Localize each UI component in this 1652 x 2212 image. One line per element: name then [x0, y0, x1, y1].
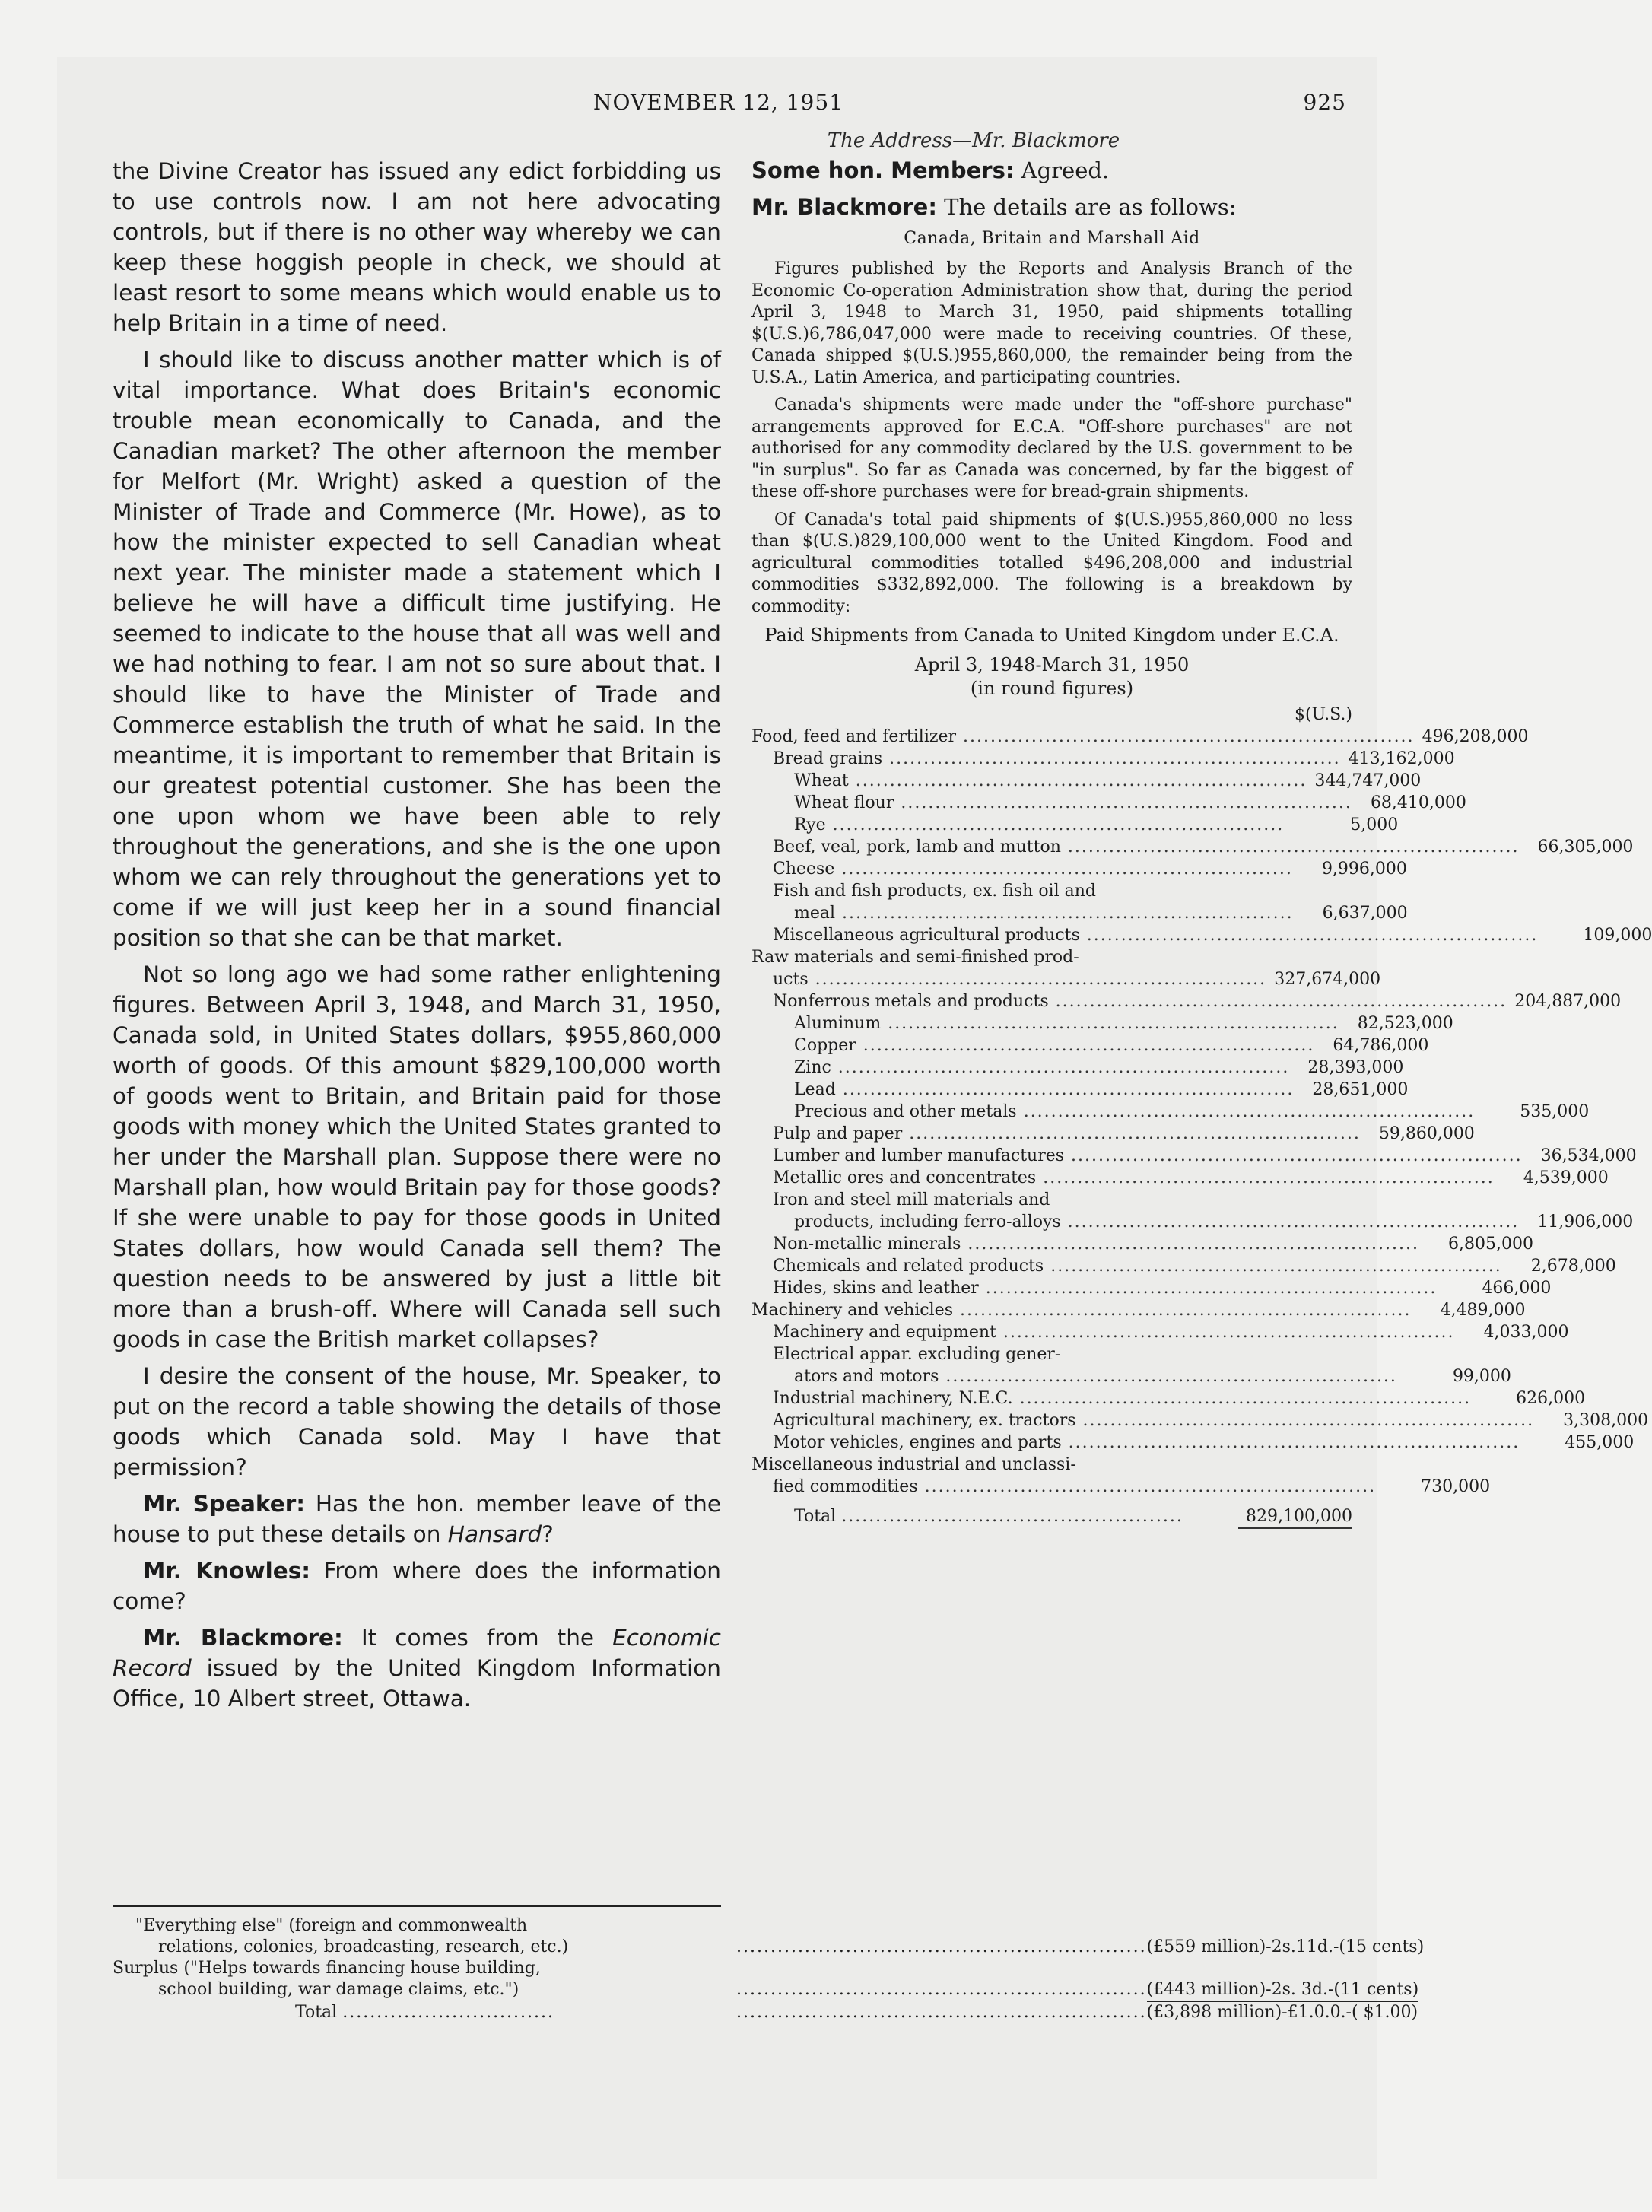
commodity-text: Miscellaneous agricultural products [773, 926, 1080, 945]
commodity-label [751, 1057, 1289, 1079]
commodity-label [751, 902, 1294, 924]
commodity-text: ucts [773, 970, 809, 989]
leader-dots: .................................................................. [1064, 1146, 1523, 1165]
quoted-paragraph: Of Canada's total paid shipments of $(U.S.)955,860,000 no less than $(U.S.)829,100,000 went to the United Kingdom. Food and agricultural commodities totalled $496,208,000 and industrial commodities $332,892,000. The following is a breakdown by commodity: [751, 510, 1352, 616]
table-row [751, 1387, 1586, 1410]
speech-text: It comes from the [342, 1625, 613, 1651]
commodity-text: Chemicals and related products [773, 1257, 1044, 1276]
paragraph: I desire the consent of the house, Mr. Speaker, to put on the record a table showing the details of those goods which Canada sold. May I have that permission? [113, 1363, 721, 1480]
commodity-text: Electrical appar. excluding gener- [773, 1345, 1061, 1364]
commodity-text: Aluminum [794, 1014, 882, 1033]
commodity-text: Wheat [794, 771, 849, 790]
leader-dots: .................................................. [841, 1507, 1183, 1526]
commodity-value: 59,860,000 [1378, 1124, 1475, 1143]
commodity-value: 109,000 [1583, 926, 1652, 945]
table-row [751, 726, 1529, 748]
table-row [751, 1057, 1404, 1079]
speech-text: Has the hon. member leave of the house to put these details on [113, 1491, 721, 1547]
commodity-text: Hides, skins and leather [773, 1279, 979, 1298]
commodity-text: Miscellaneous industrial and unclassi- [751, 1455, 1076, 1474]
commodity-label [751, 1145, 1523, 1167]
budget-row [113, 1937, 1425, 1958]
total-row [751, 1505, 1352, 1527]
commodity-value: 5,000 [1350, 815, 1399, 834]
table-row [751, 1123, 1475, 1145]
leader-dots: .................................................................. [834, 860, 1293, 879]
commodity-value: 4,539,000 [1523, 1168, 1609, 1187]
table-row [751, 1012, 1453, 1034]
table-row [751, 1476, 1491, 1498]
total-label [751, 1505, 1238, 1527]
budget-total-value: (£3,898 million)-£1.0.0.-( $1.00) [1146, 2003, 1418, 2022]
commodity-label [751, 1123, 1361, 1145]
leader-dots: .................................................................. [961, 1235, 1419, 1254]
table-row [751, 990, 1622, 1012]
leader-dots: .................................................................. [856, 1036, 1315, 1055]
budget-label: school building, war damage claims, etc.") [158, 1980, 519, 1999]
leader-dots: .................................................................. [1079, 926, 1539, 945]
leader-dots: ............................................................ [736, 1980, 1147, 1999]
commodity-value: 68,410,000 [1370, 793, 1466, 812]
commodity-text: Cheese [773, 860, 835, 879]
commodity-text: Lead [794, 1080, 836, 1099]
commodity-label [751, 1343, 1238, 1365]
commodity-value: 626,000 [1516, 1389, 1586, 1408]
commodity-label [751, 1321, 1455, 1343]
commodity-text: ators and motors [794, 1367, 939, 1386]
commodity-text: Industrial machinery, N.E.C. [773, 1389, 1013, 1408]
commodity-label [751, 1233, 1419, 1255]
commodity-text: Metallic ores and concentrates [773, 1168, 1037, 1187]
speech-emphasis: Economic Record [113, 1625, 721, 1681]
commodity-text: Raw materials and semi-finished prod- [751, 948, 1079, 967]
commodity-label [751, 946, 1238, 968]
leader-dots: .................................................................. [835, 1080, 1295, 1099]
table-row [751, 1167, 1609, 1189]
currency-header: $(U.S.) [1295, 705, 1352, 724]
commodity-value: 4,489,000 [1440, 1301, 1526, 1320]
table-row [751, 1432, 1635, 1454]
budget-table [113, 1915, 1425, 2023]
commodity-label [751, 770, 1307, 792]
table-row [751, 1410, 1649, 1432]
leader-dots: .................................................................. [808, 970, 1267, 989]
speech-text: ? [542, 1521, 554, 1547]
commodity-text: Zinc [794, 1058, 831, 1077]
speech-members [751, 156, 1352, 185]
leader-dots: .................................................................. [848, 771, 1307, 790]
commodity-text: Rye [794, 815, 826, 834]
commodity-label [751, 836, 1519, 858]
commodity-label [751, 1299, 1412, 1321]
table-row [751, 836, 1634, 858]
commodity-text: Beef, veal, pork, lamb and mutton [773, 837, 1061, 857]
budget-value: (£559 million)-2s.11d.-(15 cents) [1146, 1937, 1425, 1956]
budget-value: (£443 million)-2s. 3d.-(11 cents) [1147, 1979, 1419, 2002]
commodity-value: 730,000 [1421, 1477, 1491, 1496]
leader-dots: .................................................................. [1036, 1168, 1495, 1187]
quoted-paragraph: Canada's shipments were made under the "off-shore purchase" arrangements approved for E.C.A. "Off-shore purchases" are not authorised for any commodity declared by the U.S. government to be "in surplus". So far as Canada was concerned, by far the biggest of these off-shore purchases were for bread-grain shipments. [751, 396, 1352, 501]
leader-dots: .................................................................. [917, 1477, 1377, 1496]
table-period-text: April 3, 1948-March 31, 1950 [914, 654, 1190, 675]
commodity-label [751, 1387, 1471, 1410]
commodity-label [751, 1189, 1238, 1211]
total-value: 829,100,000 [1246, 1507, 1352, 1526]
commodity-value: 6,805,000 [1447, 1235, 1533, 1254]
table-row [751, 924, 1652, 946]
commodity-label [751, 990, 1507, 1012]
speech-emphasis: Hansard [447, 1521, 542, 1547]
header-date: NOVEMBER 12, 1951 [593, 90, 843, 115]
table-note: (in round figures) [970, 678, 1134, 699]
leader-dots: .................................................................. [1060, 837, 1520, 857]
table-period [751, 653, 1352, 701]
budget-row [113, 2002, 1418, 2023]
commodity-value: 64,786,000 [1333, 1036, 1429, 1055]
table-row [751, 1034, 1429, 1057]
paragraph: Not so long ago we had some rather enlightening figures. Between April 3, 1948, and March 31, 1950, Canada sold, in United States dollars, $955,860,000 worth of goods. Of this amount $829,100,000 worth of goods went to Britain, and Britain paid for those goods with money which the United States granted to her under the Marshall plan. Suppose there were no Marshall plan, how would Britain pay for those goods? If she were unable to pay for those goods in United States dollars, how would Canada sell them? The question needs to be answered by just a little bit more than a brush-off. Where will Canada sell such goods in case the British market collapses? [113, 961, 721, 1352]
table-row [751, 1343, 1352, 1365]
page-number: 925 [1303, 90, 1346, 115]
leader-dots: ............................................................ [736, 2003, 1147, 2022]
commodity-label [751, 748, 1341, 770]
table-row [751, 1299, 1526, 1321]
commodity-value: 82,523,000 [1357, 1014, 1453, 1033]
total-rule [1238, 1527, 1352, 1529]
commodity-label [751, 1012, 1339, 1034]
leader-dots: .................................................................. [882, 749, 1341, 768]
budget-total-label [113, 2002, 736, 2023]
table-row [751, 1145, 1637, 1167]
leader-dots: .................................................................. [996, 1323, 1455, 1342]
section-title: Canada, Britain and Marshall Aid [904, 229, 1200, 248]
commodity-value: 6,637,000 [1322, 904, 1408, 923]
commodity-value: 496,208,000 [1422, 727, 1529, 746]
commodity-text: Fish and fish products, ex. fish oil and [773, 882, 1096, 901]
commodity-label [751, 1211, 1519, 1233]
speaker-name: Mr. Blackmore: [143, 1625, 343, 1651]
commodity-value: 28,393,000 [1307, 1058, 1404, 1077]
total-block [751, 1505, 1352, 1529]
speech-speaker [113, 1489, 721, 1549]
table-row [751, 1454, 1352, 1476]
table-row [751, 814, 1399, 836]
table-row [751, 770, 1422, 792]
commodity-value: 3,308,000 [1563, 1411, 1649, 1430]
table-row [751, 1365, 1511, 1387]
commodity-value: 11,906,000 [1537, 1212, 1634, 1232]
commodity-text: Pulp and paper [773, 1124, 903, 1143]
commodity-text: fied commodities [773, 1477, 918, 1496]
commodity-label [751, 880, 1238, 902]
leader-dots: .................................................................. [952, 1301, 1412, 1320]
commodity-label [751, 968, 1266, 990]
speech-text: The details are as follows: [936, 194, 1237, 220]
budget-label: Surplus ("Helps towards financing house building, [113, 1959, 541, 1978]
section-divider [113, 1905, 721, 1907]
leader-dots: .................................................................. [1060, 1212, 1520, 1232]
table-row [751, 748, 1455, 770]
commodity-value: 455,000 [1565, 1433, 1635, 1452]
commodity-text: Agricultural machinery, ex. tractors [773, 1411, 1076, 1430]
commodity-value: 9,996,000 [1321, 860, 1407, 879]
commodity-value: 413,162,000 [1348, 749, 1455, 768]
leader-dots: .................................................................. [835, 904, 1294, 923]
leader-dots: .................................................................. [956, 727, 1415, 746]
commodity-label [751, 1034, 1314, 1057]
table-row [751, 858, 1407, 880]
budget-label: relations, colonies, broadcasting, research, etc.) [158, 1937, 569, 1956]
commodity-value: 66,305,000 [1537, 837, 1634, 857]
leader-dots: .................................................................. [939, 1367, 1397, 1386]
speech-text: issued by the United Kingdom Information Office, 10 Albert street, Ottawa. [113, 1655, 721, 1711]
table-row [751, 1211, 1634, 1233]
commodity-label [751, 1454, 1238, 1476]
commodity-value: 344,747,000 [1314, 771, 1422, 790]
commodity-text: Food, feed and fertilizer [751, 727, 956, 746]
commodity-value: 36,534,000 [1540, 1146, 1637, 1165]
commodity-text: meal [794, 904, 836, 923]
commodity-label [751, 1476, 1376, 1498]
table-row [751, 946, 1352, 968]
commodity-text: Lumber and lumber manufactures [773, 1146, 1065, 1165]
commodity-label [751, 1255, 1502, 1277]
speech-blackmore [113, 1622, 721, 1714]
commodity-value: 204,887,000 [1514, 992, 1622, 1011]
leader-dots: .................................................................. [881, 1014, 1339, 1033]
table-row [751, 1255, 1616, 1277]
leader-dots: .................................................................. [894, 793, 1352, 812]
table-row [751, 1189, 1352, 1211]
leader-dots: .................................................................. [1061, 1433, 1520, 1452]
commodity-value: 4,033,000 [1483, 1323, 1569, 1342]
commodity-label [751, 1167, 1495, 1189]
speech-text: Agreed. [1014, 157, 1110, 183]
commodity-text: Machinery and equipment [773, 1323, 996, 1342]
left-column [113, 156, 721, 1720]
commodity-label [751, 1365, 1397, 1387]
leader-dots: .................................................................. [1044, 1257, 1502, 1276]
budget-row [113, 1979, 1419, 2002]
commodity-value: 2,678,000 [1530, 1257, 1616, 1276]
commodity-text: Bread grains [773, 749, 883, 768]
table-row [751, 902, 1408, 924]
table-row [751, 1101, 1590, 1123]
table-row [751, 1277, 1552, 1299]
speech-text: From where does the information come? [113, 1558, 722, 1614]
table-row [751, 880, 1352, 902]
right-column [751, 156, 1652, 1529]
leader-dots: .................................................................. [978, 1279, 1438, 1298]
leader-dots: .................................................................. [825, 815, 1285, 834]
quoted-paragraph: Figures published by the Reports and Analysis Branch of the Economic Co-operation Administration show that, during the period April 3, 1948 to March 31, 1950, paid shipments totalling $(U.S.)6,786,047,000 were made to receiving countries. Of these, Canada shipped $(U.S.)955,860,000, the remainder being from the U.S.A., Latin America, and participating countries. [751, 259, 1352, 387]
paragraph: the Divine Creator has issued any edict forbidding us to use controls now. I am not here advocating controls, but if there is no other way whereby we can keep these hoggish people in check, we should at least resort to some means which would enable us to help Britain in a time of need. [113, 158, 721, 336]
leader-dots: .................................................................. [831, 1058, 1290, 1077]
table-row [751, 1233, 1533, 1255]
commodity-value: 99,000 [1452, 1367, 1511, 1386]
budget-label: "Everything else" (foreign and commonwealth [135, 1916, 528, 1935]
speech-knowles [113, 1556, 721, 1616]
commodity-label [751, 858, 1293, 880]
commodity-label [751, 1410, 1534, 1432]
commodity-text: Copper [794, 1036, 856, 1055]
paragraph: I should like to discuss another matter which is of vital importance. What does Britain's economic trouble mean economically to Canada, and the Canadian market? The other afternoon the member for Melfort (Mr. Wright) asked a question of the Minister of Trade and Commerce (Mr. Howe), as to how the minister expected to sell Canadian wheat next year. The minister made a statement which I believe he will have a difficult time justifying. He seemed to indicate to the house that all was well and we had nothing to fear. I am not so sure about that. I should like to have the Minister of Trade and Commerce establish the truth of what he said. In the meantime, it is important to remember that Britain is our greatest potential customer. She has been the one upon whom we have been able to rely throughout the generations, and she is the one upon whom we can rely throughout the generations yet to come if we will just keep her in a sound financial position so that she can be that market. [113, 347, 721, 951]
commodity-text: Iron and steel mill materials and [773, 1190, 1050, 1209]
commodity-label [751, 924, 1538, 946]
table-row [751, 968, 1381, 990]
commodity-text: Non-metallic minerals [773, 1235, 961, 1254]
leader-dots: .................................................................. [902, 1124, 1361, 1143]
leader-dots: .................................................................. [1075, 1411, 1535, 1430]
commodity-text: Nonferrous metals and products [773, 992, 1049, 1011]
speaker-name: Some hon. Members: [751, 157, 1015, 183]
leader-dots: ............................... [342, 2003, 555, 2022]
commodity-text: products, including ferro-alloys [794, 1212, 1061, 1232]
leader-dots: .................................................................. [1016, 1102, 1476, 1121]
table-header-row [751, 704, 1352, 726]
running-subhead: The Address—Mr. Blackmore [827, 129, 1120, 152]
table-row [751, 792, 1466, 814]
table-row [751, 1079, 1409, 1101]
leader-dots: ............................................................ [736, 1937, 1147, 1956]
commodity-text: Wheat flour [794, 793, 894, 812]
leader-dots: .................................................................. [1048, 992, 1507, 1011]
speaker-name: Mr. Speaker: [143, 1491, 306, 1517]
table-title: Paid Shipments from Canada to United Kingdom under E.C.A. [764, 625, 1339, 646]
budget-row [113, 1958, 1352, 1979]
commodity-value: 466,000 [1482, 1279, 1552, 1298]
commodity-text: Precious and other metals [794, 1102, 1017, 1121]
total-label-text: Total [794, 1507, 837, 1526]
commodity-label [751, 1432, 1520, 1454]
commodity-label [751, 1079, 1294, 1101]
table-row [751, 1321, 1569, 1343]
speaker-name: Mr. Blackmore: [751, 194, 937, 220]
commodity-value: 327,674,000 [1274, 970, 1381, 989]
commodity-label [751, 792, 1352, 814]
commodity-label [751, 1101, 1475, 1123]
leader-dots: .................................................................. [1012, 1389, 1472, 1408]
budget-total-text: Total [295, 2003, 338, 2022]
shipments-table [751, 704, 1652, 1498]
commodity-value: 28,651,000 [1312, 1080, 1409, 1099]
budget-row [113, 1915, 1352, 1937]
commodity-label [751, 1277, 1437, 1299]
speech-blackmore-2 [751, 192, 1352, 221]
commodity-text: Machinery and vehicles [751, 1301, 953, 1320]
commodity-text: Motor vehicles, engines and parts [773, 1433, 1062, 1452]
commodity-label [751, 814, 1284, 836]
commodity-label [751, 726, 1415, 748]
commodity-value: 535,000 [1520, 1102, 1590, 1121]
speaker-name: Mr. Knowles: [143, 1558, 311, 1584]
